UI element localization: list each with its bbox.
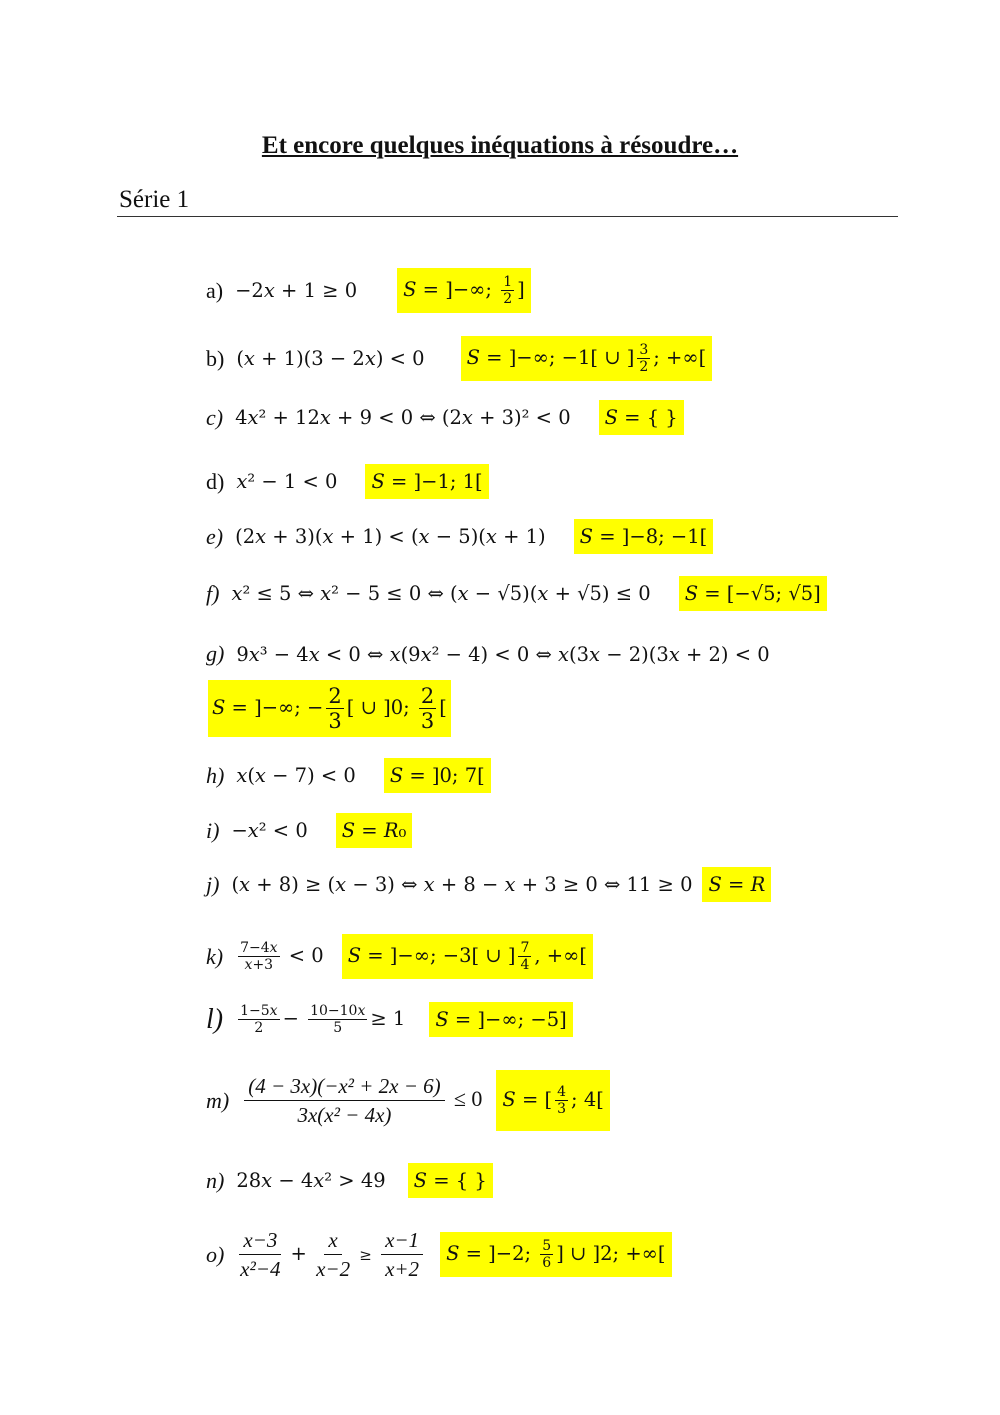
solution-set: 𝑆 = ]−1; 1[ [365, 464, 488, 499]
exercise-g-solution [208, 680, 451, 737]
solution-set: 𝑆 = ]−8; −1[ [574, 519, 714, 554]
solution-set: 𝑆 = 𝑅₀ [336, 813, 413, 848]
solution-set: 𝑆 = ]−∞; −3[ ∪ ] $\frac{7}{4}$ , +∞[ [342, 934, 593, 979]
exercise-label: l) [206, 1003, 224, 1035]
inequation: −𝑥² < 0 [231, 819, 308, 842]
solution-set: 𝑆 = ]−∞; $\frac{1}{2}$ ] [397, 268, 531, 313]
exercise-label: i) [206, 817, 220, 843]
exercise-o [206, 1228, 672, 1281]
exercise-j [206, 867, 771, 902]
exercise-label: h) [206, 762, 225, 788]
solution-set: 𝑆 = { } [599, 400, 684, 435]
inequation: 𝑥² ≤ 5 ⇔ 𝑥² − 5 ≤ 0 ⇔ (𝑥 − √5)(𝑥 + √5) ≤ 0 [231, 582, 651, 605]
solution-set: 𝑆 = ]−∞; − $\frac{2}{3}$ [ ∪ ]0; $\frac{2}{3}$ [ [208, 680, 451, 737]
exercise-label: c) [206, 404, 224, 430]
inequation: 4𝑥² + 12𝑥 + 9 < 0 ⇔ (2𝑥 + 3)² < 0 [235, 406, 571, 429]
solution-set: 𝑆 = ]0; 7[ [384, 758, 491, 793]
exercise-c [206, 400, 684, 435]
exercise-l [206, 1002, 573, 1037]
exercise-label: j) [206, 871, 220, 897]
exercise-label: n) [206, 1167, 225, 1193]
series-heading: Série 1 [119, 186, 190, 213]
inequation: 28𝑥 − 4𝑥² > 49 [236, 1169, 386, 1192]
exercise-label: g) [206, 641, 225, 666]
inequation: 𝑥(𝑥 − 7) < 0 [236, 764, 356, 787]
solution-set: 𝑆 = [−√5; √5] [679, 576, 827, 611]
solution-set: 𝑆 = ]−∞; −1[ ∪ ] $\frac{3}{2}$ ; +∞[ [461, 336, 713, 381]
exercise-e [206, 519, 713, 554]
exercise-k [206, 934, 593, 979]
inequation: $\frac{\text{7−4𝑥}}{\text{𝑥+3}}$ < 0 [240, 940, 324, 974]
exercise-n [206, 1163, 493, 1198]
exercise-f [206, 576, 827, 611]
inequation: (2𝑥 + 3)(𝑥 + 1) < (𝑥 − 5)(𝑥 + 1) [235, 525, 546, 548]
inequation: −2𝑥 + 1 ≥ 0 [235, 279, 358, 303]
exercise-h [206, 758, 491, 793]
inequation: (𝑥 + 1)(3 − 2𝑥) < 0 [236, 347, 425, 371]
solution-set: 𝑆 = 𝑅 [702, 867, 771, 902]
exercise-i [206, 813, 412, 848]
inequation: (𝑥 + 8) ≥ (𝑥 − 3) ⇔ 𝑥 + 8 − 𝑥 + 3 ≥ 0 ⇔ 11 ≥ 0 [231, 873, 693, 896]
exercise-g [206, 641, 770, 667]
inequation: 𝑥² − 1 < 0 [236, 470, 338, 493]
inequation: $\frac{\text{1−5𝑥}}{2}$ − $\frac{\text{10−10𝑥}}{5}$ ≥ 1 [240, 1002, 406, 1036]
exercise-label: k) [206, 943, 224, 969]
exercise-label: o) [206, 1241, 225, 1267]
exercise-label: d) [206, 468, 225, 494]
inequation: 9𝑥³ − 4𝑥 < 0 ⇔ 𝑥(9𝑥² − 4) < 0 ⇔ 𝑥(3𝑥 − 2)(3𝑥 + 2) < 0 [236, 642, 770, 666]
exercise-label: b) [206, 345, 225, 371]
exercise-label: f) [206, 580, 220, 606]
inequation: $\frac{\text{(4 − 3x)(−x² + 2x − 6)}}{\text{3x(x² − 4x)}}$ ≤ 0 [241, 1074, 482, 1127]
solution-set: 𝑆 = { } [408, 1163, 493, 1198]
exercise-label: e) [206, 523, 224, 549]
solution-set: 𝑆 = ]−∞; −5] [429, 1002, 572, 1037]
exercise-m [206, 1070, 610, 1131]
exercise-b [206, 336, 712, 381]
page-title: Et encore quelques inéquations à résoudre… [261, 132, 739, 159]
solution-set: 𝑆 = ]−2; $\frac{5}{6}$ ] ∪ ]2; +∞[ [440, 1232, 671, 1277]
exercise-label: m) [206, 1087, 230, 1113]
exercise-d [206, 464, 489, 499]
inequation: $\frac{x-3}{\text{x²−4}}$ + $\frac{x}{x-2}$ ≥ $\frac{x-1}{x+2}$ [236, 1228, 426, 1281]
exercise-label: a) [206, 277, 224, 303]
exercise-a [206, 268, 531, 313]
heading-divider [117, 216, 898, 217]
solution-set: 𝑆 = [ $\frac{4}{3}$ ; 4[ [496, 1070, 609, 1131]
